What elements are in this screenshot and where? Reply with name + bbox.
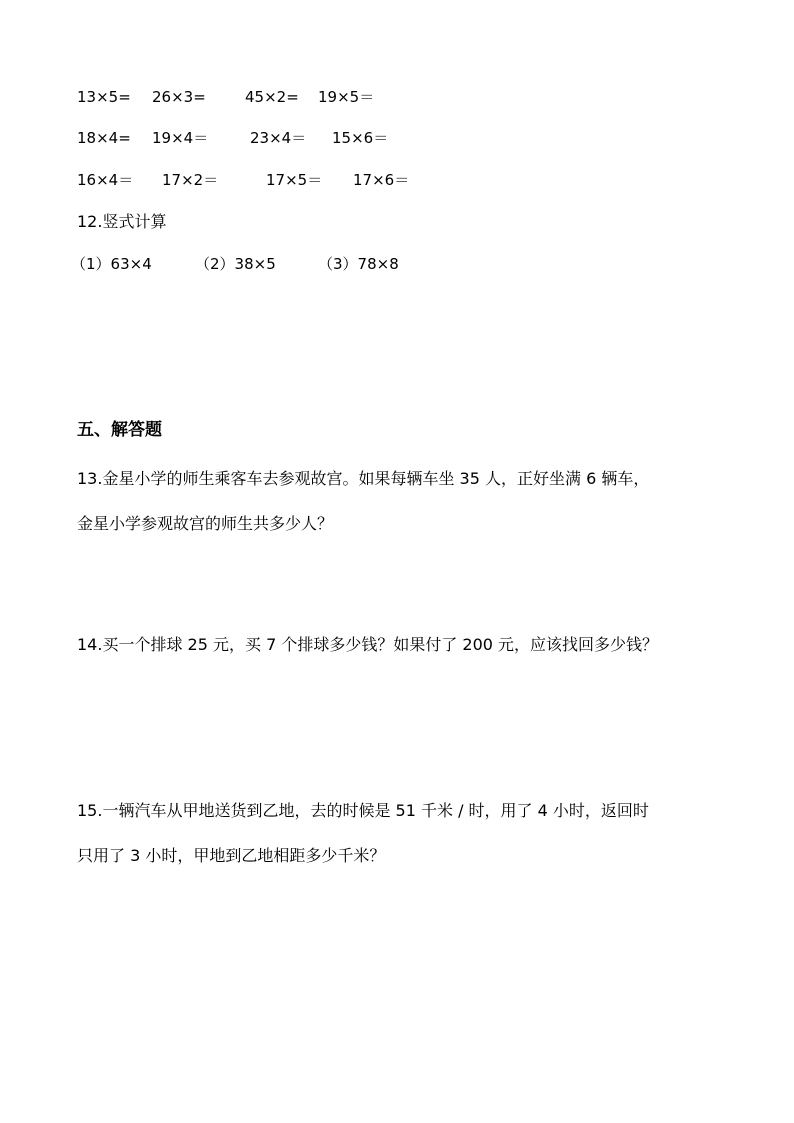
q14-line-1: 14.买一个排球 25 元，买 7 个排球多少钱？如果付了 200 元，应该找回多少钱？ — [77, 635, 659, 654]
q12-item: （1）63×4 — [71, 255, 152, 273]
q15-line-2: 只用了 3 小时，甲地到乙地相距多少千米？ — [77, 846, 386, 865]
q15-line-1: 15.一辆汽车从甲地送货到乙地，去的时候是 51 千米 / 时，用了 4 小时，返回时 — [77, 801, 649, 820]
oral-calc-item: 23×4＝ — [250, 129, 307, 147]
oral-calc-item: 15×6＝ — [332, 129, 389, 147]
oral-calc-item: 16×4＝ — [77, 171, 134, 189]
oral-calc-item: 18×4= — [77, 129, 131, 147]
oral-calc-item: 19×4＝ — [152, 129, 209, 147]
oral-calc-item: 17×6＝ — [353, 171, 410, 189]
q13-line-1: 13.金星小学的师生乘客车去参观故宫。如果每辆车坐 35 人，正好坐满 6 辆车， — [77, 469, 650, 488]
q12-title: 12.竖式计算 — [77, 212, 167, 231]
oral-calc-item: 17×2＝ — [162, 171, 219, 189]
oral-calc-item: 26×3= — [152, 88, 206, 106]
oral-calc-item: 45×2= — [245, 88, 299, 106]
oral-calc-item: 17×5＝ — [266, 171, 323, 189]
oral-calc-item: 13×5= — [77, 88, 131, 106]
oral-calc-item: 19×5＝ — [318, 88, 375, 106]
section-title: 五、解答题 — [77, 420, 162, 440]
q13-line-2: 金星小学参观故宫的师生共多少人？ — [77, 514, 334, 533]
q12-item: （2）38×5 — [195, 255, 276, 273]
q12-item: （3）78×8 — [318, 255, 399, 273]
